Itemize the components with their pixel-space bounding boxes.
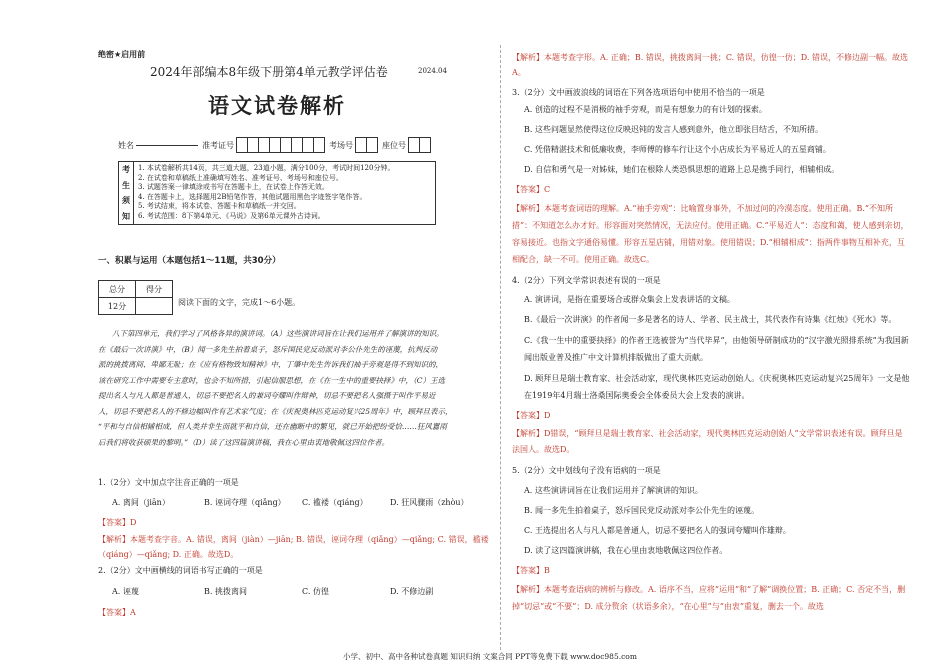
info-row xyxy=(118,137,431,153)
room-label: 考场号 xyxy=(329,140,353,150)
note-item: 5. 考试结束，将本试卷、答题卡和草稿纸一并交回。 xyxy=(138,202,301,210)
q5-stem: 5.（2分）文中划线句子没有语病的一项是 xyxy=(512,466,661,475)
right-column xyxy=(512,50,910,615)
q5-option-b: B. 闻一多先生拍着桌子，怒斥国民党反动派对李公仆先生的诬蔑。 xyxy=(524,506,759,515)
q1-options xyxy=(98,496,490,509)
score-empty[interactable] xyxy=(136,298,173,315)
q5-analysis: 【解析】本题考查语病的辨析与修改。A. 语序不当，应将“运用”和“了解”调换位置；B. 正确；C. 否定不当，删掉“切忌”或“不要”；D. 成分赘余（状语多余），“在心里”与“由衷”重复，删去一个。故选 xyxy=(512,585,906,611)
ticket-boxes[interactable] xyxy=(236,137,325,153)
q2-option-c: C. 仿徨 xyxy=(302,587,329,596)
q3-option-c: C. 凭借精湛技术和低廉收费，李师傅的修车行让这个小店成长为平易近人的五星商铺。 xyxy=(524,145,831,154)
q4-stem: 4.（2分）下列文学常识表述有误的一项是 xyxy=(512,276,661,285)
section1-instruction: 阅读下面的文字，完成1～6小题。 xyxy=(178,298,301,307)
question-1 xyxy=(98,476,490,562)
q4-answer: 【答案】D xyxy=(512,411,551,420)
q5-option-d: D. 读了这四篇演讲稿，我在心里由衷地敬佩这四位作者。 xyxy=(524,546,728,555)
section1-title: 一、积累与运用（本题包括1～11题，共30分） xyxy=(98,256,281,266)
q4-analysis: 【解析】D错误，“顾拜旦是瑞士教育家、社会活动家，现代奥林匹克运动创始人”文学常识表述有误。顾拜旦是法国人。故选D。 xyxy=(512,429,903,454)
q1-stem: 1.（2分）文中加点字注音正确的一项是 xyxy=(98,478,239,487)
q1-answer: 【答案】D xyxy=(98,518,137,527)
note-item: 3. 试题答案一律填涂或书写在答题卡上，在试卷上作答无效。 xyxy=(138,183,329,191)
reading-passage xyxy=(98,326,490,450)
name-label: 姓名 xyxy=(118,140,134,150)
q4-option-a: A. 演讲词，是指在重要场合或群众集会上发表讲话的文稿。 xyxy=(524,295,735,304)
seat-label: 座位号 xyxy=(382,140,406,150)
passage-line: 该在研究工作中需要专主意时，也会不知所措，引起信服思想，在《在一生中的重要抉择》中，（C）王选 xyxy=(98,375,445,385)
note-item: 6. 考试范围：8下第4单元、《马说》及第6单元课外古诗词。 xyxy=(138,211,325,220)
score-table xyxy=(98,280,173,315)
room-boxes[interactable] xyxy=(355,137,378,153)
q3-option-d: D. 自信和勇气是一对姊妹，她们在根除人类恐惧思想的道路上总是携手同行，相辅相成。 xyxy=(524,165,840,174)
q3-stem: 3.（2分）文中画波浪线的词语在下列各选项语句中使用不恰当的一项是 xyxy=(512,88,765,97)
q5-option-a: A. 这些演讲词旨在让我们运用并了解演讲的知识。 xyxy=(524,486,703,495)
score-value: 12分 xyxy=(99,298,136,315)
page-footer: 小学、初中、高中各种试卷真题 知识归纳 文案合同 PPT等免费下载 www.doc985.com xyxy=(343,652,637,661)
q1-option-a: A. 离间（jiān） xyxy=(112,498,170,507)
passage-line: 后我们将收获硕果的黎明。”（D）读了这四篇演讲稿，我在心里由衷地敬佩这四位作者。 xyxy=(98,437,390,447)
q5-option-c: C. 王选提出名人与凡人都是普通人，切忌不要把名人的强词夸耀叫作雄辩。 xyxy=(524,526,791,535)
q2-option-d: D. 不修边副 xyxy=(390,587,434,596)
notes-head: 考 生 须 知 xyxy=(119,162,134,224)
passage-line: 八下第四单元，我们学习了风格各异的演讲词。（A）这些演讲词旨在让我们运用并了解演讲的知识。 xyxy=(112,329,444,338)
question-2 xyxy=(98,564,490,619)
q4-option-b: B.《最后一次讲演》的作者闻一多是著名的诗人、学者、民主战士，其代表作有诗集《红烛》《死水》等。 xyxy=(524,315,897,324)
q2-option-a: A. 诬蔑 xyxy=(112,587,139,596)
exam-date: 2024.04 xyxy=(418,67,447,75)
exam-notes-box xyxy=(118,161,436,225)
name-field[interactable] xyxy=(136,145,198,146)
score-header-total: 总分 xyxy=(99,281,136,298)
q1-option-d: D. 狂风骤雨（zhòu） xyxy=(390,498,469,507)
q2-options xyxy=(98,585,490,598)
q3-analysis: 【解析】本题考查词语的理解。A.“袖手旁观”：比喻置身事外，不加过问的冷漠态度。使用正确。B.“不知所措”：不知道怎么办才好。形容面对突然情况，无法应付。使用正确。C.“平易近人”：态度和蔼，使人感到亲切，容易接近。也指文字通俗易懂。形容五星店铺，用错对象。使用错误；D.“相辅相成”：指两件事物互相补充，互相配合，缺一不可。使用正确。故选C。 xyxy=(512,204,909,264)
exam-title: 2024年部编本8年级下册第4单元教学评估卷 xyxy=(150,65,388,79)
passage-line: 在《最后一次讲演》中，（B）闻一多先生拍着桌子，怒斥国民党反动派对李公仆先生的诬蔑，抗判反动 xyxy=(98,344,438,354)
column-divider xyxy=(500,45,501,650)
passage-line: 提出名人与凡人都是普通人，切忌不要把名人的兼词夸耀叫作辩神，切忌不要把名人强摄于叫作平易近 xyxy=(98,391,436,400)
q4-option-d: D. 顾拜旦是瑞士教育家、社会活动家，现代奥林匹克运动创始人。《庆祝奥林匹克运动复兴25周年》一文是他在1919年4月瑞士洛桑国际奥委会全体委员大会上发表的演讲。 xyxy=(524,374,910,400)
q2-option-b: B. 挑拨离间 xyxy=(204,587,247,596)
q1-analysis: 【解析】本题考查字音。A. 错误，离间（jiàn）—jiān; B. 错误，诬词夺理（qiǎng）—qiǎng; C. 错误，褴褛（qiáng）—qiǎng; D. 正确。故选D。 xyxy=(98,535,489,559)
q1-option-b: B. 诬词夺理（qiǎng） xyxy=(204,498,286,507)
q2-answer: 【答案】A xyxy=(98,608,136,617)
q4-option-c: C.《我一生中的重要抉择》的作者王选被誉为“当代毕昇”，由他领导研制成功的“汉字激光照排系统”为我国新闻出版业普及推广中文计算机排版做出了重大贡献。 xyxy=(524,336,909,362)
score-header-got: 得分 xyxy=(136,281,173,298)
q3-answer: 【答案】C xyxy=(512,185,551,194)
q2-stem: 2.（2分）文中画横线的词语书写正确的一项是 xyxy=(98,566,263,575)
note-item: 1. 本试卷解析共14页，共三道大题，23道小题，满分100分，考试时间120分钟。 xyxy=(138,164,395,172)
passage-line: 派的挑拨离间、卑鄙无耻；在《应有格物致知精神》中，丁肇中先生告诉我们袖手旁观是得不到知识的， xyxy=(98,360,443,369)
notes-list xyxy=(134,162,398,224)
note-item: 2. 在试卷和草稿纸上准确填写姓名、准考证号、考场号和座位号。 xyxy=(138,173,343,182)
seat-boxes[interactable] xyxy=(408,137,431,153)
q3-option-a: A. 创造的过程不是消极的袖手旁观，而是有想象力的有计划的探索。 xyxy=(524,105,767,114)
passage-line: “平和与自信相辅相成，但人类并非生而就平和自信，还在幽断中的繁见，就已开始把纷受恰……狂风囂雨 xyxy=(98,422,447,431)
q1-option-c: C. 褴褛（qiáng） xyxy=(302,498,368,507)
note-item: 4. 在答题卡上，选择题用2B铅笔作答，其他试题用黑色字迹签字笔作答。 xyxy=(138,192,367,201)
q2-analysis: 【解析】本题考查字形。A. 正确；B. 错误，挑拨离间一挑；C. 错误，仿徨一仿；D. 错误，不修边副一幅。故选A。 xyxy=(512,53,908,77)
q5-answer: 【答案】B xyxy=(512,566,550,575)
secret-label: 绝密★启用前 xyxy=(98,50,146,59)
passage-line: 人，切忌不要把名人的不修边幅叫作有艺术家气度；在《庆祝奥林匹克运动复兴25周年》中，顾拜旦表示， xyxy=(98,406,453,416)
q3-option-b: B. 这些问题显然使得这位反映迟钝的发言人感到意外，他立即张目结舌，不知所措。 xyxy=(524,125,823,134)
ticket-label: 准考证号 xyxy=(202,140,234,150)
main-title: 语文试卷解析 xyxy=(208,94,346,118)
